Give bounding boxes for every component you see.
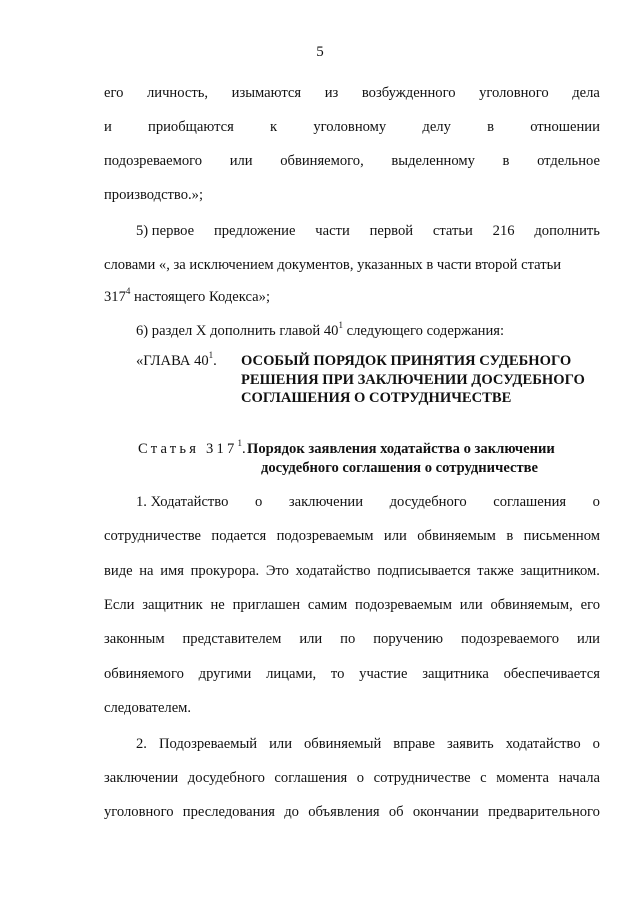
superscript: 4 [125, 286, 131, 297]
word: из [324, 85, 339, 101]
word: ходатайство [505, 736, 581, 752]
word: дела [572, 85, 600, 101]
word: обвиняемого, [280, 153, 364, 169]
word: прокурора. [190, 563, 260, 579]
text-run: следующего содержания: [342, 323, 505, 339]
text-line [104, 630, 600, 648]
word: дополнить [534, 223, 600, 239]
word: изымаются [231, 85, 302, 101]
word: части [315, 223, 350, 239]
word: обвиняемым, [490, 597, 573, 613]
word: не [210, 597, 225, 613]
word: отношении [530, 119, 600, 135]
word: статьи [432, 223, 473, 239]
superscript: 1 [338, 320, 343, 331]
word: предложение [213, 223, 296, 239]
word: о [592, 494, 600, 510]
word: Если [104, 597, 135, 613]
chapter-title-line: РЕШЕНИЯ ПРИ ЗАКЛЮЧЕНИИ ДОСУДЕБНОГО [241, 371, 585, 388]
word: или [383, 528, 407, 544]
word: приглашен [232, 597, 301, 613]
word: уголовного [104, 804, 174, 820]
word: участие [359, 666, 408, 682]
word: самим [307, 597, 348, 613]
word: или [269, 736, 293, 752]
text-line [136, 222, 600, 240]
word: приобщаются [148, 119, 234, 135]
chapter-title-line: ОСОБЫЙ ПОРЯДОК ПРИНЯТИЯ СУДЕБНОГО [241, 353, 572, 369]
word: досудебного [187, 770, 265, 786]
text-line [104, 152, 600, 170]
word: защитника [422, 666, 489, 682]
word: или [299, 631, 323, 647]
word: другими [198, 666, 252, 682]
word: в [487, 119, 494, 135]
word: или [459, 597, 483, 613]
word: заявить [447, 736, 494, 752]
text-line [104, 665, 600, 683]
word: с [480, 770, 487, 786]
chapter-title [241, 352, 601, 408]
word: заключении [104, 770, 179, 786]
article-title-line: Порядок заявления ходатайства о заключении [247, 441, 555, 457]
word: об [388, 804, 404, 820]
word: 5) первое [136, 223, 195, 239]
word: подозреваемым [355, 597, 452, 613]
text-run: 317 [104, 289, 126, 305]
word: 1. Ходатайство [136, 494, 229, 510]
word: обвиняемый [304, 736, 382, 752]
word: его [580, 597, 600, 613]
word: обвиняемым [417, 528, 496, 544]
word: окончании [412, 804, 479, 820]
text-line [136, 493, 600, 511]
word: возбужденного [361, 85, 456, 101]
word: подписывается [377, 563, 471, 579]
text-line: производство.»; [104, 187, 204, 203]
article-label [138, 440, 249, 459]
text-run: . [213, 353, 217, 369]
word: сотрудничестве [104, 528, 201, 544]
chapter-title-line: СОГЛАШЕНИЯ О СОТРУДНИЧЕСТВЕ [241, 390, 512, 406]
word: Это [265, 563, 289, 579]
word: о [254, 494, 263, 510]
word: Подозреваемый [158, 736, 258, 752]
word: или [577, 631, 600, 647]
word: выделенному [391, 153, 475, 169]
word: начала [558, 770, 600, 786]
word: преследования [182, 804, 275, 820]
word: на [139, 563, 154, 579]
word: подозреваемого [461, 631, 560, 647]
text-line [104, 803, 600, 821]
word: подозреваемого [104, 153, 203, 169]
text-run: 6) раздел X дополнить главой 40 [136, 323, 339, 339]
text-line [104, 118, 600, 136]
word: соглашения [274, 770, 348, 786]
word: также [477, 563, 514, 579]
article-title-line: досудебного соглашения о сотрудничестве [261, 460, 538, 476]
superscript: 1 [237, 438, 242, 449]
word: ходатайство [295, 563, 371, 579]
text-line [136, 735, 600, 753]
word: соглашения [493, 494, 567, 510]
text-line [104, 288, 600, 306]
word: уголовного [479, 85, 549, 101]
word: личность, [147, 85, 209, 101]
word: о [592, 736, 600, 752]
word: по [340, 631, 356, 647]
word: вправе [393, 736, 436, 752]
word: 216 [492, 223, 515, 239]
article-title [247, 440, 607, 478]
word: поручению [373, 631, 444, 647]
word: обеспечивается [503, 666, 600, 682]
text-run: Статья 317 [138, 441, 238, 457]
word: законным [104, 631, 165, 647]
word: заключении [288, 494, 364, 510]
text-line [104, 84, 600, 102]
word: защитником. [520, 563, 600, 579]
superscript: 1 [208, 350, 214, 361]
page-number: 5 [316, 44, 324, 60]
word: или [229, 153, 253, 169]
word: до [284, 804, 299, 820]
word: защитник [142, 597, 203, 613]
text-line [104, 562, 600, 580]
word: сотрудничестве [373, 770, 471, 786]
text-line [136, 322, 600, 340]
text-line [104, 527, 600, 545]
chapter-label [136, 352, 217, 371]
word: представителем [182, 631, 282, 647]
word: 2. [136, 736, 147, 752]
word: обвиняемого [104, 666, 184, 682]
text-run: «ГЛАВА 40 [136, 353, 209, 369]
word: в [506, 528, 514, 544]
word: подозреваемым [276, 528, 374, 544]
word: предварительного [488, 804, 600, 820]
word: виде [104, 563, 133, 579]
text-run: . [241, 441, 249, 457]
word: лицами, [266, 666, 317, 682]
word: то [330, 666, 345, 682]
text-line: словами «, за исключением документов, указанных в части второй статьи [104, 257, 562, 273]
word: делу [422, 119, 451, 135]
text-run: настоящего Кодекса»; [130, 289, 270, 305]
word: письменном [523, 528, 600, 544]
text-line [104, 596, 600, 614]
word: объявления [308, 804, 380, 820]
word: уголовному [313, 119, 387, 135]
word: первой [369, 223, 414, 239]
word: о [356, 770, 365, 786]
word: и [104, 119, 112, 135]
word: досудебного [389, 494, 467, 510]
text-line [104, 769, 600, 787]
word: имя [160, 563, 184, 579]
word: его [104, 85, 124, 101]
word: момента [496, 770, 550, 786]
text-line: следователем. [104, 700, 192, 716]
word: в [502, 153, 510, 169]
word: отдельное [537, 153, 600, 169]
word: к [270, 119, 278, 135]
word: подается [211, 528, 267, 544]
